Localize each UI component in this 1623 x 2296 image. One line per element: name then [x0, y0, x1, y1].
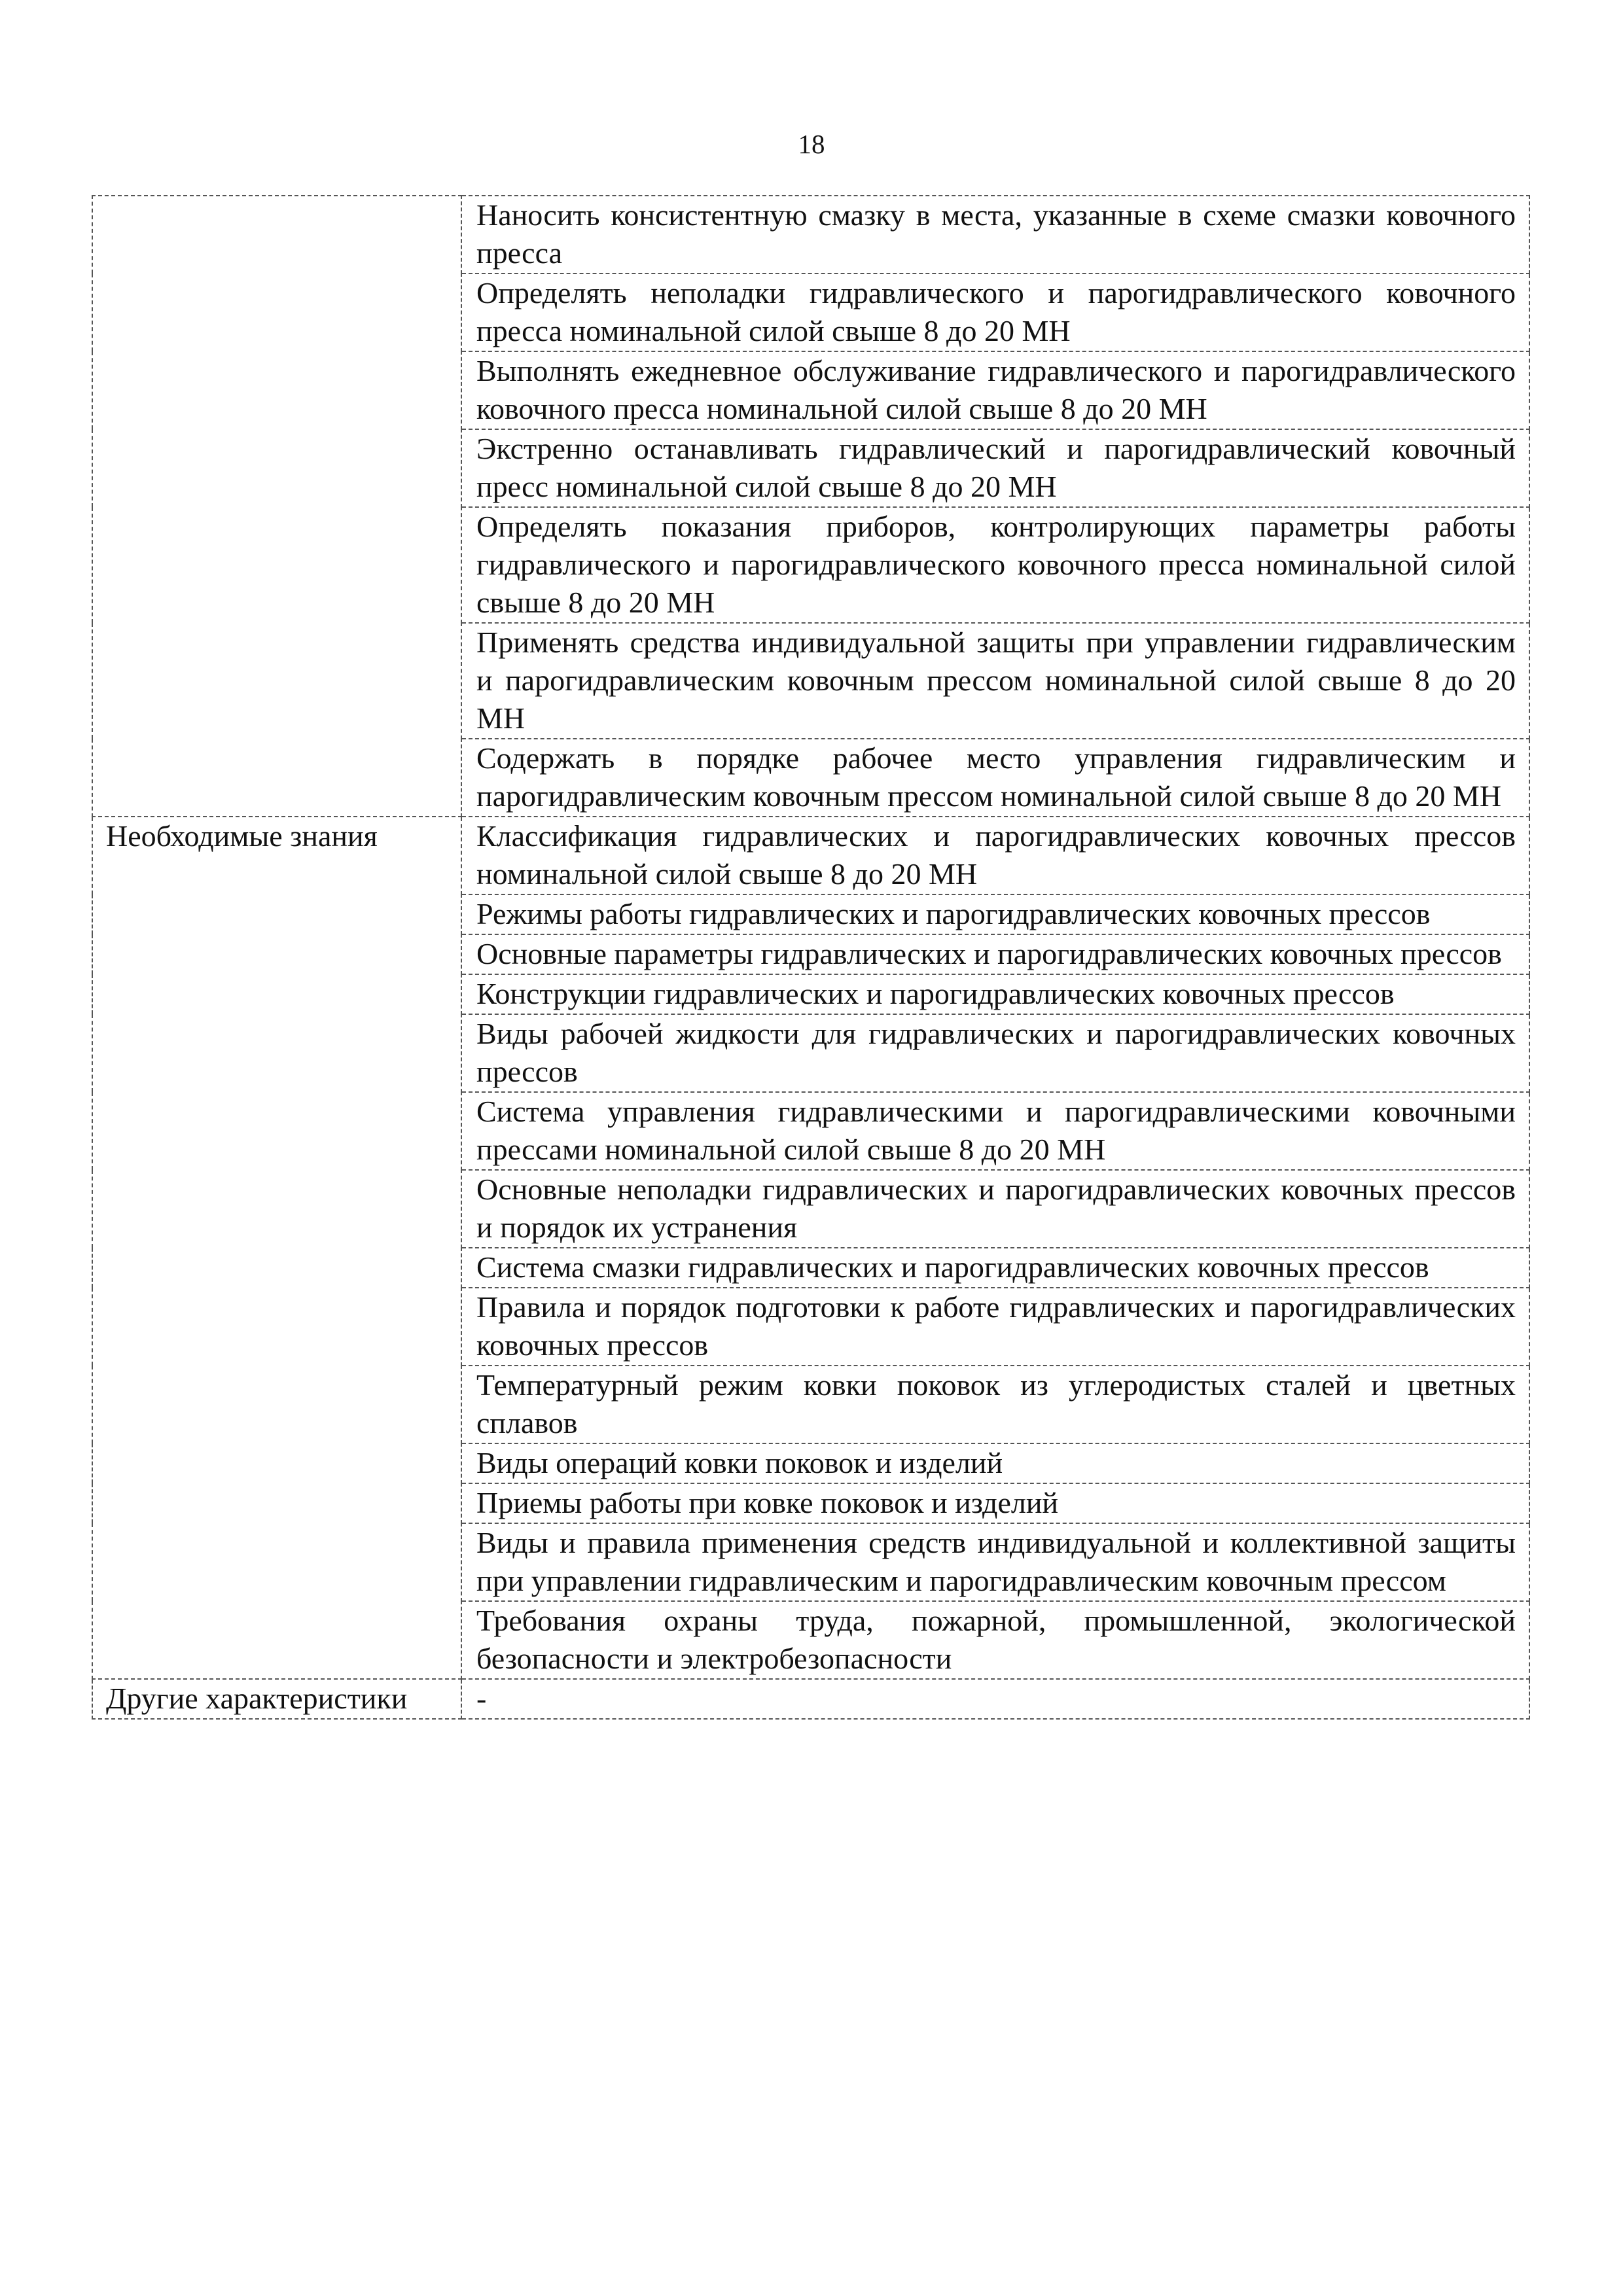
competency-table [92, 195, 1530, 1720]
section-item-cell [461, 1679, 1529, 1719]
section-item-text: Применять средства индивидуальной защиты при управлении гидравлическим и парогидравлическим ковочным прессом номинальной силой свыше 8 до 20 МН [476, 626, 1516, 735]
section-item-cell [461, 1092, 1529, 1170]
section-item-cell [461, 817, 1529, 894]
section-item-text: Конструкции гидравлических и парогидравлических ковочных прессов [476, 977, 1395, 1010]
section-item-text: Приемы работы при ковке поковок и изделий [476, 1486, 1059, 1519]
section-item-text: - [476, 1682, 487, 1715]
section-heading-cell [92, 817, 461, 1679]
section-item-cell [461, 1288, 1529, 1366]
section-item-cell [461, 196, 1529, 274]
table-row [92, 1679, 1529, 1719]
section-heading-cell [92, 196, 461, 817]
section-item-text: Определять неполадки гидравлического и парогидравлического ковочного пресса номинальной силой свыше 8 до 20 МН [476, 276, 1516, 347]
section-item-cell [461, 1523, 1529, 1601]
section-item-text: Система управления гидравлическими и парогидравлическими ковочными прессами номинальной силой свыше 8 до 20 МН [476, 1095, 1516, 1166]
section-item-text: Требования охраны труда, пожарной, промышленной, экологической безопасности и электробезопасности [476, 1604, 1516, 1675]
section-item-text: Наносить консистентную смазку в места, указанные в схеме смазки ковочного пресса [476, 198, 1516, 270]
section-heading: Другие характеристики [106, 1682, 408, 1715]
section-item-text: Экстренно останавливать гидравлический и парогидравлический ковочный пресс номинальной силой свыше 8 до 20 МН [476, 432, 1516, 503]
section-item-cell [461, 429, 1529, 507]
section-item-cell [461, 974, 1529, 1014]
section-item-text: Правила и порядок подготовки к работе гидравлических и парогидравлических ковочных прессов [476, 1290, 1516, 1362]
table-row [92, 817, 1529, 894]
section-item-text: Система смазки гидравлических и парогидравлических ковочных прессов [476, 1250, 1429, 1284]
table-row [92, 196, 1529, 274]
page-number: 18 [798, 129, 825, 159]
section-item-cell [461, 1443, 1529, 1483]
section-heading-cell [92, 1679, 461, 1719]
section-item-text: Виды рабочей жидкости для гидравлических и парогидравлических ковочных прессов [476, 1017, 1516, 1088]
section-item-cell [461, 739, 1529, 817]
section-item-text: Классификация гидравлических и парогидравлических ковочных прессов номинальной силой свыше 8 до 20 МН [476, 819, 1516, 891]
section-item-cell [461, 351, 1529, 429]
table-body [92, 196, 1529, 1719]
section-item-cell [461, 1601, 1529, 1679]
section-item-text: Определять показания приборов, контролирующих параметры работы гидравлического и парогидравлического ковочного пресса номинальной силой свыше 8 до 20 МН [476, 510, 1516, 619]
section-item-cell [461, 1170, 1529, 1248]
section-item-cell [461, 623, 1529, 739]
section-item-cell [461, 507, 1529, 623]
section-item-cell [461, 894, 1529, 934]
section-item-text: Режимы работы гидравлических и парогидравлических ковочных прессов [476, 897, 1431, 930]
section-item-text: Содержать в порядке рабочее место управления гидравлическим и парогидравлическим ковочным прессом номинальной силой свыше 8 до 20 МН [476, 741, 1516, 813]
section-item-cell [461, 1248, 1529, 1288]
section-item-cell [461, 1014, 1529, 1092]
section-item-cell [461, 274, 1529, 351]
section-heading: Необходимые знания [106, 819, 378, 853]
section-item-cell [461, 934, 1529, 974]
section-item-cell [461, 1483, 1529, 1523]
section-item-text: Основные параметры гидравлических и парогидравлических ковочных прессов [476, 937, 1502, 970]
section-item-text: Выполнять ежедневное обслуживание гидравлического и парогидравлического ковочного пресса номинальной силой свыше 8 до 20 МН [476, 354, 1516, 425]
section-item-text: Виды и правила применения средств индивидуальной и коллективной защиты при управлении гидравлическим и парогидравлическим ковочным прессом [476, 1526, 1516, 1597]
section-item-text: Виды операций ковки поковок и изделий [476, 1446, 1003, 1479]
section-item-text: Температурный режим ковки поковок из углеродистых сталей и цветных сплавов [476, 1368, 1516, 1439]
section-item-cell [461, 1366, 1529, 1443]
section-item-text: Основные неполадки гидравлических и парогидравлических ковочных прессов и порядок их устранения [476, 1173, 1516, 1244]
